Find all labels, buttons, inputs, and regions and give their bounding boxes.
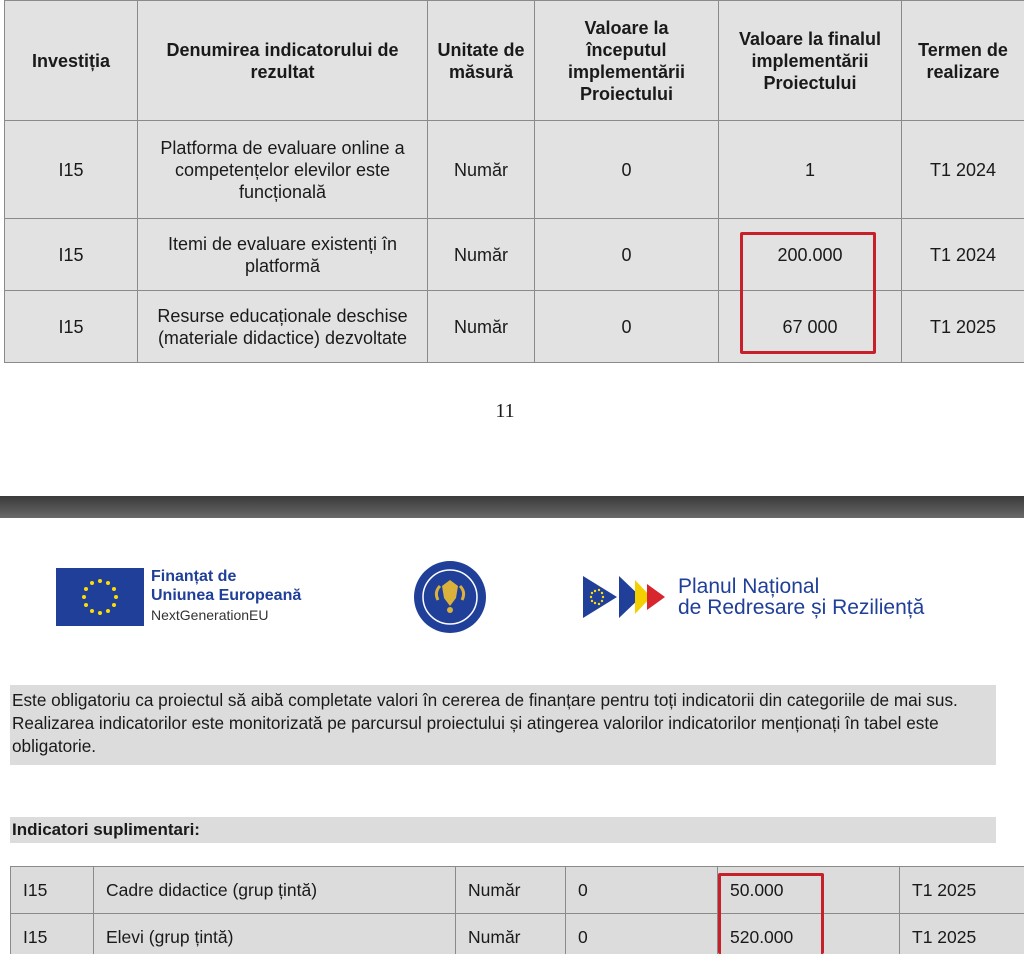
header-deadline: Termen de realizare: [902, 1, 1024, 121]
cell-end: 1: [719, 121, 902, 219]
cell-deadline: T1 2025: [900, 914, 1024, 954]
cell-indicator: Resurse educaționale deschise (materiale didactice) dezvoltate: [138, 291, 428, 363]
pnrr-logo-text: [678, 576, 924, 618]
cell-indicator: Elevi (grup țintă): [94, 914, 456, 954]
header-start-value: Valoare la începutul implementării Proiectului: [535, 1, 719, 121]
cell-start: 0: [535, 219, 719, 291]
cell-deadline: T1 2024: [902, 219, 1024, 291]
pnrr-text-line1: Planul Național: [678, 575, 820, 598]
cell-investment: I15: [5, 219, 138, 291]
eu-text-line1: Finanțat de: [151, 568, 237, 585]
header-indicator-name: Denumirea indicatorului de rezultat: [138, 1, 428, 121]
cell-unit: Număr: [428, 121, 535, 219]
cell-start: 0: [566, 914, 718, 954]
cell-end: 520.000: [718, 914, 900, 954]
eu-logo-text: [151, 567, 301, 625]
cell-unit: Număr: [456, 914, 566, 954]
cell-investment: I15: [11, 867, 94, 914]
cell-start: 0: [535, 291, 719, 363]
cell-investment: I15: [11, 914, 94, 954]
table-row: [11, 914, 1024, 954]
page-divider: [0, 496, 1024, 518]
cell-end: 200.000: [719, 219, 902, 291]
cell-deadline: T1 2025: [900, 867, 1024, 914]
obligation-paragraph: Este obligatoriu ca proiectul să aibă completate valori în cererea de finanțare pentru toți indicatorii din categoriile de mai sus. Realizarea indicatorilor este monitorizată pe parcursul proiectului și atingerea valorilor indicatorilor menționați în tabel este obligatorie.: [10, 685, 996, 765]
highlight-box-bottom: [718, 873, 824, 954]
eu-text-line2: Uniunea Europeană: [151, 587, 302, 604]
header-investitia: Investiția: [5, 1, 138, 121]
cell-indicator: Platforma de evaluare online a competențelor elevilor este funcțională: [138, 121, 428, 219]
cell-unit: Număr: [428, 219, 535, 291]
cell-investment: I15: [5, 121, 138, 219]
cell-unit: Număr: [456, 867, 566, 914]
cell-deadline: T1 2025: [902, 291, 1024, 363]
highlight-box-top: [740, 232, 876, 354]
cell-indicator: Itemi de evaluare existenți în platformă: [138, 219, 428, 291]
cell-end: 50.000: [718, 867, 900, 914]
government-seal-icon: [413, 560, 487, 634]
eu-flag-icon: [56, 568, 144, 626]
header-unit: Unitate de măsură: [428, 1, 535, 121]
cell-end: 67 000: [719, 291, 902, 363]
pnrr-text-line2: de Redresare și Reziliență: [678, 596, 925, 619]
eu-text-line3: NextGenerationEU: [151, 607, 269, 623]
table-row: [11, 867, 1024, 914]
cell-deadline: T1 2024: [902, 121, 1024, 219]
pnrr-flag-icon: [583, 574, 671, 620]
table-row: [5, 121, 1024, 219]
cell-investment: I15: [5, 291, 138, 363]
header-end-value: Valoare la finalul implementării Proiectului: [719, 1, 902, 121]
cell-unit: Număr: [428, 291, 535, 363]
supplementary-indicators-table: [10, 866, 1024, 954]
supplementary-indicators-heading: Indicatori suplimentari:: [10, 817, 996, 843]
cell-indicator: Cadre didactice (grup țintă): [94, 867, 456, 914]
page-number: 11: [495, 400, 515, 422]
cell-start: 0: [535, 121, 719, 219]
cell-start: 0: [566, 867, 718, 914]
